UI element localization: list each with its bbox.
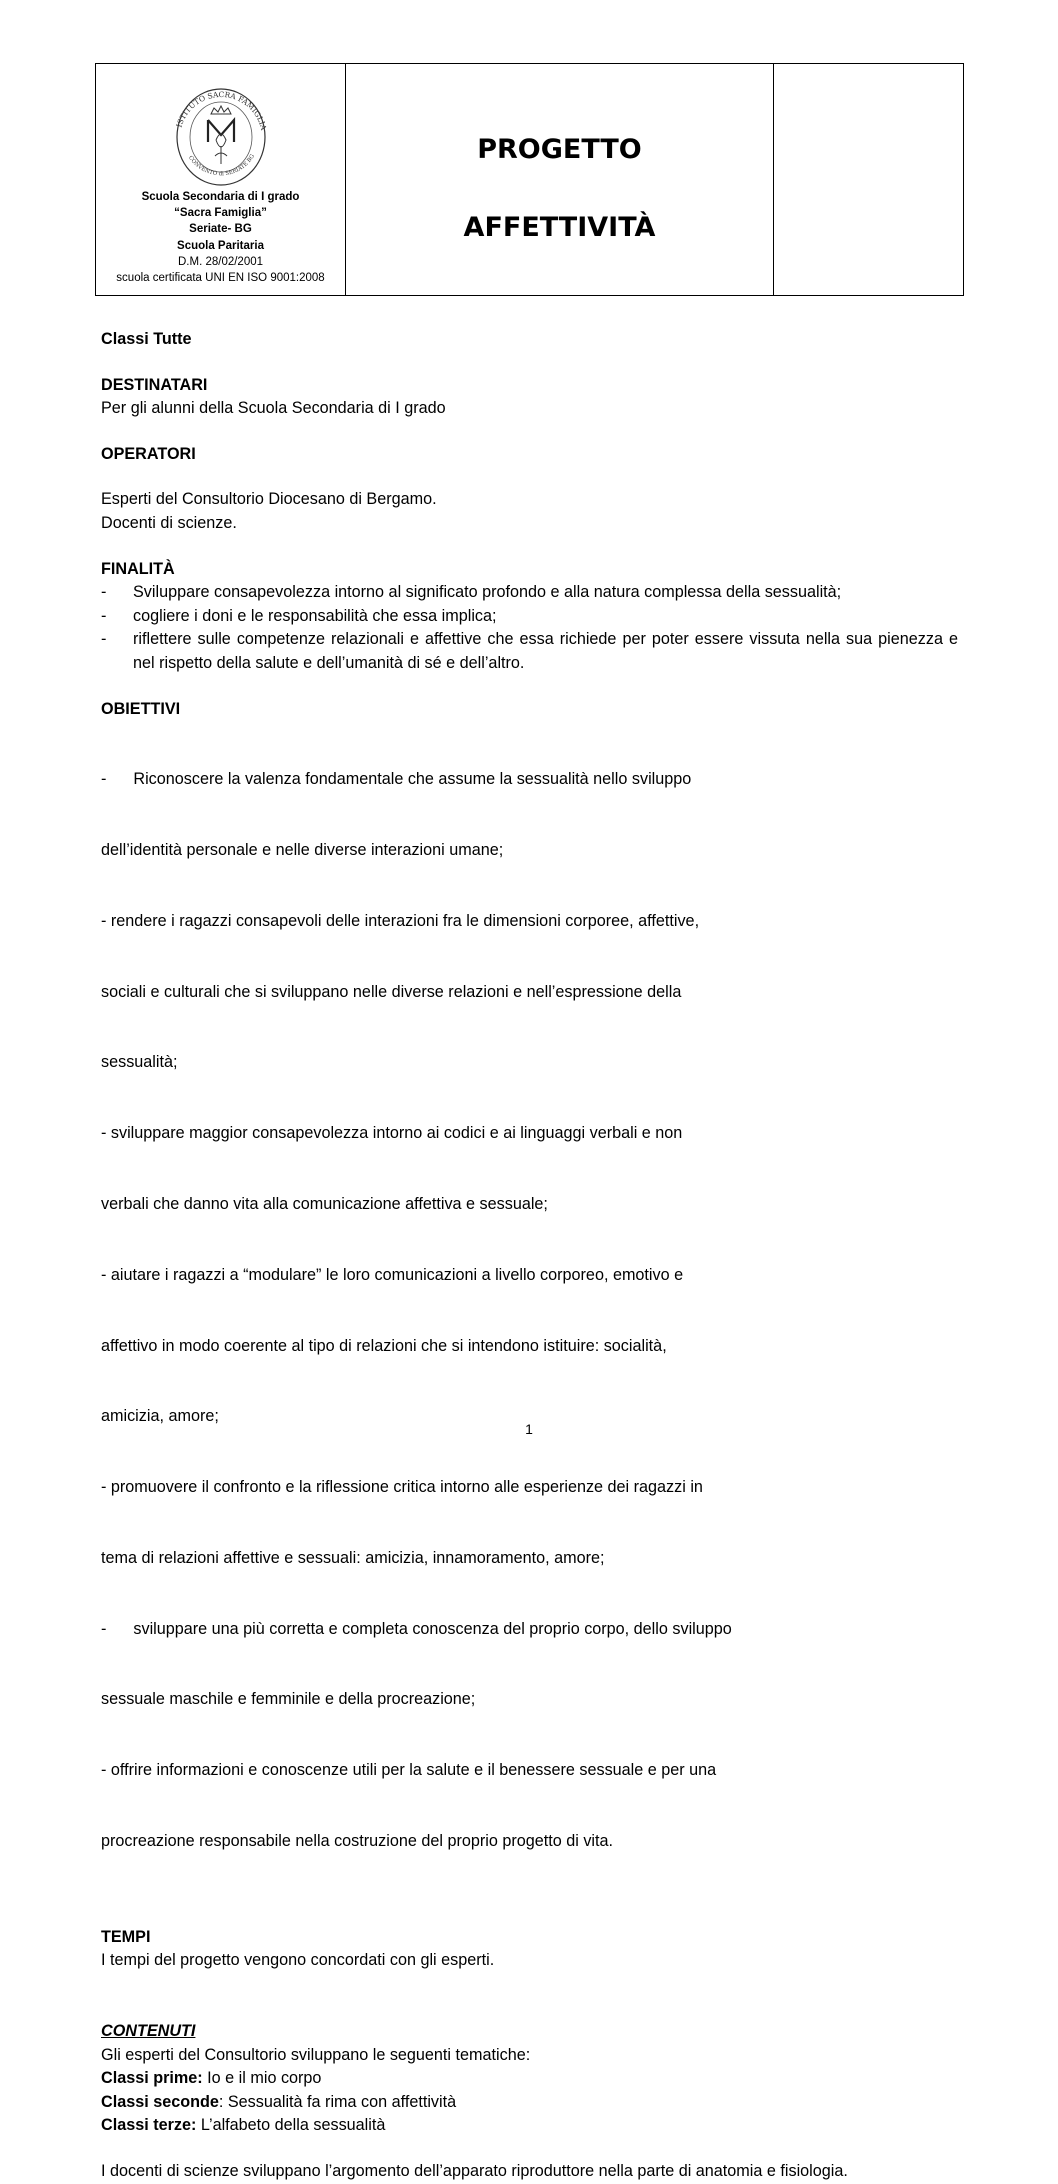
- title-line-2: AFFETTIVITÀ: [463, 212, 656, 243]
- contenuti-row-label: Classi prime:: [101, 2069, 203, 2088]
- svg-text:CONVENTO di SERIATE BG: CONVENTO di SERIATE BG: [186, 153, 257, 178]
- page-number: 1: [525, 1421, 533, 1437]
- obiettivi-heading: OBIETTIVI: [101, 699, 181, 718]
- title-line-1: PROGETTO: [477, 134, 642, 165]
- finalita-heading: FINALITÀ: [101, 559, 175, 578]
- school-info-cell: [96, 64, 346, 295]
- obiettivi-line: - aiutare i ragazzi a “modulare” le loro comunicazioni a livello corporeo, emotivo e: [101, 1265, 684, 1284]
- operatori-line: Esperti del Consultorio Diocesano di Bergamo.: [101, 490, 437, 509]
- operatori-line: Docenti di scienze.: [101, 513, 237, 532]
- school-line: “Sacra Famiglia”: [174, 207, 267, 220]
- empty-cell: [774, 64, 963, 295]
- finalita-item: - Sviluppare consapevolezza intorno al significato profondo e alla natura complessa della sessualità;: [101, 581, 958, 605]
- obiettivi-line: dell’identità personale e nelle diverse interazioni umane;: [101, 841, 504, 860]
- school-line: Scuola Paritaria: [177, 239, 264, 252]
- contenuti-row: [101, 2091, 958, 2115]
- finalita-item: - riflettere sulle competenze relazionali e affettive che essa richiede per poter essere vissuta nella sua pienezza e nel rispetto della salute e dell’umanità di sé e dell’altro.: [101, 628, 958, 675]
- obiettivi-line: sessuale maschile e femminile e della procreazione;: [101, 1690, 476, 1709]
- destinatari-text: Per gli alunni della Scuola Secondaria di I grado: [101, 399, 446, 418]
- contenuti-row-text: : Sessualità fa rima con affettività: [218, 2092, 457, 2111]
- school-line: Seriate- BG: [189, 223, 252, 236]
- contenuti-row: [101, 2114, 958, 2138]
- operatori-heading: OPERATORI: [101, 444, 196, 463]
- header-table: [95, 63, 964, 296]
- school-seal-logo: [166, 80, 276, 190]
- tempi-text: I tempi del progetto vengono concordati con gli esperti.: [101, 1951, 495, 1970]
- finalita-item: - cogliere i doni e le responsabilità che essa implica;: [101, 605, 958, 629]
- school-line: scuola certificata UNI EN ISO 9001:2008: [116, 272, 325, 285]
- contenuti-row-text: Io e il mio corpo: [202, 2069, 322, 2088]
- obiettivi-line: procreazione responsabile nella costruzione del proprio progetto di vita.: [101, 1832, 614, 1851]
- obiettivi-line: verbali che danno vita alla comunicazione affettiva e sessuale;: [101, 1195, 548, 1213]
- obiettivi-line: - sviluppare maggior consapevolezza intorno ai codici e ai linguaggi verbali e non: [101, 1124, 683, 1143]
- obiettivi-line: - offrire informazioni e conoscenze utili per la salute e il benessere sessuale e per una: [101, 1761, 717, 1780]
- contenuti-row-label: Classi terze:: [101, 2116, 197, 2135]
- obiettivi-line: affettivo in modo coerente al tipo di relazioni che si intendono istituire: socialità,: [101, 1336, 667, 1355]
- obiettivi-line: tema di relazioni affettive e sessuali: amicizia, innamoramento, amore;: [101, 1548, 605, 1567]
- obiettivi-line: sessualità;: [101, 1053, 178, 1072]
- obiettivi-list: [101, 721, 958, 1901]
- school-details: [96, 189, 345, 286]
- school-line: Scuola Secondaria di I grado: [141, 191, 300, 203]
- finalita-list: [101, 581, 958, 675]
- obiettivi-line: amicizia, amore;: [101, 1407, 219, 1426]
- contenuti-row-label: Classi seconde: [101, 2092, 219, 2111]
- document-body: [101, 328, 958, 2184]
- contenuti-row: [101, 2067, 958, 2091]
- obiettivi-line: - promuovere il confronto e la riflessione critica intorno alle esperienze dei ragazzi in: [101, 1478, 703, 1497]
- contenuti-row-text: L’alfabeto della sessualità: [196, 2116, 386, 2135]
- contenuti-intro: Gli esperti del Consultorio sviluppano le seguenti tematiche:: [101, 2045, 531, 2064]
- school-line: D.M. 28/02/2001: [177, 255, 264, 268]
- obiettivi-line: - sviluppare una più corretta e completa conoscenza del proprio corpo, dello sviluppo: [101, 1619, 732, 1638]
- classi-line: Classi Tutte: [101, 330, 192, 348]
- obiettivi-line: sociali e culturali che si sviluppano nelle diverse relazioni e nell’espressione della: [101, 982, 682, 1001]
- tempi-heading: TEMPI: [101, 1927, 151, 1946]
- obiettivi-line: - rendere i ragazzi consapevoli delle interazioni fra le dimensioni corporee, affettive,: [101, 911, 700, 930]
- svg-text:ISTITUTO SACRA FAMIGLIA: ISTITUTO SACRA FAMIGLIA: [174, 89, 269, 132]
- contenuti-heading: CONTENUTI: [101, 2022, 196, 2040]
- title-cell: [346, 64, 774, 295]
- obiettivi-line: - Riconoscere la valenza fondamentale che assume la sessualità nello sviluppo: [101, 770, 692, 789]
- destinatari-heading: DESTINATARI: [101, 375, 208, 394]
- contenuti-closing: I docenti di scienze sviluppano l’argomento dell’apparato riproduttore nella parte di anatomia e fisiologia.: [101, 2161, 848, 2180]
